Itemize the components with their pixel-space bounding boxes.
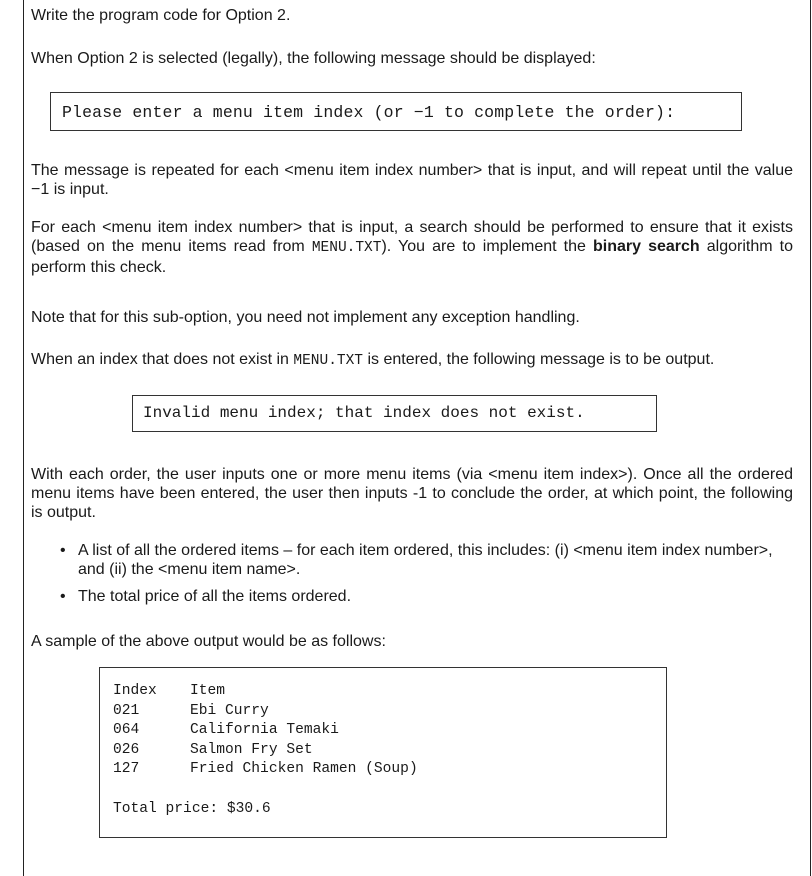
output-list — [62, 541, 790, 614]
menu-file-name: MENU.TXT — [311, 240, 382, 256]
invalid-message-box — [132, 395, 657, 432]
binary-search-term: binary search — [592, 238, 700, 255]
repeat-note: The message is repeated for each <menu item index number> that is input, and will repeat until the value −1 is input. — [31, 162, 793, 198]
order-note: With each order, the user inputs one or more menu items (via <menu item index>). Once all the ordered menu items have been entered, the user then inputs -1 to conclude the order, at which point, the following is output. — [31, 466, 793, 521]
exception-note: Note that for this sub-option, you need not implement any exception handling. — [31, 309, 580, 326]
binary-search-paragraph — [31, 218, 793, 277]
list-item: • The total price of all the items ordered. — [60, 588, 352, 605]
sample-intro: A sample of the above output would be as follows: — [31, 633, 386, 650]
search-text-2: ). You are to implement the — [381, 238, 593, 255]
prompt-message-box — [50, 92, 742, 131]
table-row: 127 Fried Chicken Ramen (Soup) — [113, 761, 418, 778]
bullet-icon: • — [60, 542, 66, 559]
spacer — [113, 780, 418, 800]
invalid-intro-paragraph — [31, 350, 793, 371]
search-text-1: For each <menu item index number> that is input, a search should be performed to ensure that it exists (based on the menu items read from — [31, 219, 793, 255]
invalid-message: Invalid menu index; that index does not exist. — [143, 404, 585, 422]
search-text-3: algorithm to perform this check. — [31, 238, 794, 276]
invalid-text-1: When an index that does not exist in — [31, 351, 294, 368]
prompt-message: Please enter a menu item index (or −1 to complete the order): — [62, 103, 676, 122]
invalid-text-2: is entered, the following message is to be output. — [363, 351, 715, 368]
header-index: Index — [113, 683, 157, 699]
sample-output-box — [99, 667, 667, 838]
intro-text: Write the program code for Option 2. — [31, 7, 291, 24]
table-row: 021 Ebi Curry — [113, 702, 269, 719]
sample-output — [113, 682, 418, 819]
menu-file-name-2: MENU.TXT — [293, 353, 364, 369]
total-price: Total price: $30.6 — [113, 800, 271, 817]
table-row: 064 California Temaki — [113, 722, 339, 739]
table-row: 026 Salmon Fry Set — [113, 741, 313, 758]
sample-header-row — [113, 682, 418, 702]
option-selected-text: When Option 2 is selected (legally), the following message should be displayed: — [31, 50, 596, 67]
header-item: Item — [190, 683, 226, 699]
bullet-icon: • — [60, 588, 66, 605]
list-item: • A list of all the ordered items – for each item ordered, this includes: (i) <menu item index number>, and (ii) the <menu item name>. — [60, 542, 773, 578]
